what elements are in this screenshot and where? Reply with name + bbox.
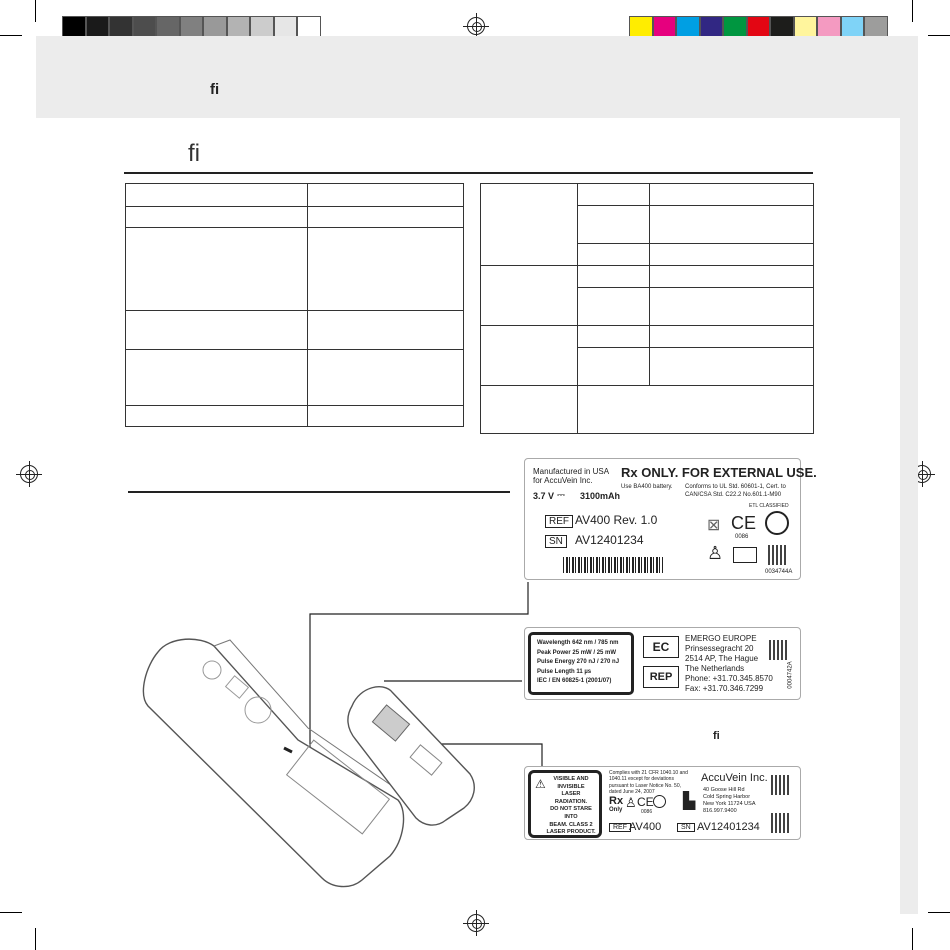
ec-rep-address-line: The Netherlands (685, 664, 745, 673)
ec-rep-address-line: Phone: +31.70.345.8570 (685, 674, 773, 683)
device-body-icon (143, 639, 403, 886)
laser-warning-line: LASER (561, 791, 581, 798)
sn-value: AV12401234 (697, 821, 760, 833)
patient-applied-part-icon: ♙ (707, 543, 724, 563)
laser-warning-line: INVISIBLE (557, 783, 585, 790)
ec-rep-address-line: Prinsessegracht 20 (685, 644, 754, 653)
battery-voltage: 3.7 V (533, 491, 555, 501)
ec-rep-address-line: EMERGO EUROPE (685, 634, 757, 643)
manufacturer-address-line: Cold Spring Harbor (703, 794, 751, 800)
rx-only-symbol: Only (609, 807, 623, 813)
manufacturer-address-line: 40 Goose Hill Rd (703, 787, 745, 793)
sn-symbol: SN (545, 535, 567, 548)
compliance-line: dated June 24, 2007 (609, 789, 655, 796)
ref-symbol: REF (545, 515, 573, 528)
label-part-number: 0004742A (787, 661, 794, 689)
laser-warning-icon: ⚠ (535, 777, 546, 791)
manufacturer-address-line: 816.997.9400 (703, 808, 737, 814)
battery-note: Use BA400 battery. (621, 484, 673, 490)
laser-warning-line: RADIATION. (554, 798, 588, 805)
compliance-line: pursuant to Laser Notice No. 50, (609, 782, 681, 789)
ref-symbol: REF (609, 823, 631, 832)
laser-spec-line: Wavelength 642 nm / 785 nm (537, 640, 619, 646)
notified-body-number: 0086 (641, 809, 653, 815)
laser-spec-line: Pulse Length 11 µs (537, 668, 592, 675)
laser-warning-line: BEAM. CLASS 2 (549, 821, 593, 828)
ec-rep-address-line: Fax: +31.70.346.7299 (685, 684, 764, 693)
manufacturer-line: Manufactured in USA (533, 467, 610, 476)
section-glyph: ﬁ (188, 140, 200, 167)
notified-body-number: 0086 (735, 534, 749, 540)
ce-mark: CE (731, 513, 757, 533)
laser-warning-line: LASER PRODUCT. (546, 829, 596, 836)
dc-symbol: ⎓ (557, 490, 565, 501)
conformance-line: Conforms to UL Std. 60601-1, Cert. to (685, 484, 786, 490)
compliance-line: 1040.11 except for deviations (609, 776, 674, 783)
laser-spec-line: Pulse Energy 270 nJ / 270 nJ (537, 659, 620, 666)
manufacturer-line: for AccuVein Inc. (533, 476, 593, 485)
ce-mark: CE (637, 795, 654, 809)
header-glyph: ﬁ (210, 81, 220, 98)
callout-glyph: ﬁ (713, 730, 720, 742)
rx-only-text: Rx ONLY. FOR EXTERNAL USE. (621, 465, 817, 480)
weee-bin-icon: ⊠ (707, 517, 721, 534)
conformance-line: CAN/CSA Std. C22.2 No.601.1-M90 (685, 492, 782, 498)
sn-symbol: SN (677, 823, 695, 832)
ec-rep-address-line: 2514 AP, The Hague (685, 654, 759, 663)
laser-spec-line: IEC / EN 60825-1 (2001/07) (537, 678, 612, 685)
laser-spec-line: Peak Power 25 mW / 25 mW (537, 649, 617, 656)
laser-warning-line: VISIBLE AND (553, 776, 589, 782)
etl-classified-text: ETL CLASSIFIED (749, 503, 789, 509)
ec-symbol: EC (643, 636, 679, 658)
sn-value: AV12401234 (575, 533, 644, 547)
laser-warning-line: DO NOT STARE INTO (550, 806, 592, 820)
label-part-number: 0034744A (765, 569, 793, 575)
ref-value: AV400 Rev. 1.0 (575, 513, 658, 527)
battery-capacity: 3100mAh (580, 491, 621, 501)
rx-symbol: Rx (609, 795, 624, 807)
compliance-line: Complies with 21 CFR 1040.10 and (609, 770, 688, 776)
manufacturer-factory-icon: ▙ (683, 793, 696, 810)
manufacturer-address-line: New York 11724 USA (703, 801, 756, 807)
patient-applied-part-icon: ♙ (625, 795, 637, 810)
company-name: AccuVein Inc. (701, 772, 768, 784)
ref-value: AV400 (629, 821, 662, 833)
rep-symbol: REP (643, 666, 679, 688)
